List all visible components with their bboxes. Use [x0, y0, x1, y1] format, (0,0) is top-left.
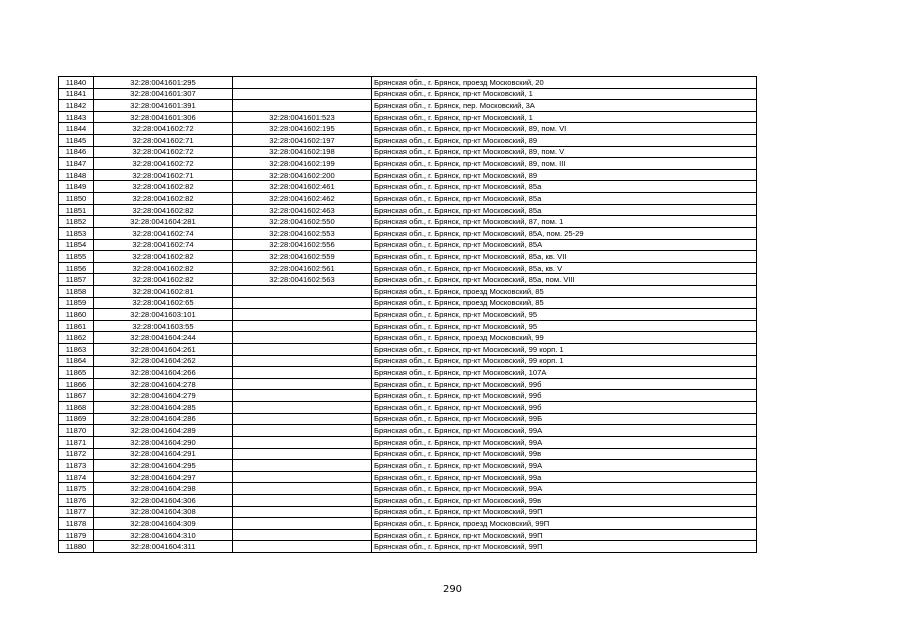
table-row — [59, 390, 757, 402]
address-cell: Брянская обл., г. Брянск, пр-кт Московский, 107А — [372, 367, 757, 379]
table-row — [59, 541, 757, 553]
cadastral-number-cell: 32:28:0041604:290 — [94, 436, 233, 448]
address-cell: Брянская обл., г. Брянск, пр-кт Московский, 87, пом. 1 — [372, 216, 757, 228]
related-cadastral-cell — [233, 344, 372, 356]
address-cell: Брянская обл., г. Брянск, пр-кт Московский, 85а — [372, 181, 757, 193]
related-cadastral-cell — [233, 448, 372, 460]
row-number-cell: 11856 — [59, 262, 94, 274]
address-cell: Брянская обл., г. Брянск, проезд Московский, 20 — [372, 77, 757, 89]
related-cadastral-cell — [233, 471, 372, 483]
cadastral-number-cell: 32:28:0041604:285 — [94, 402, 233, 414]
row-number-cell: 11859 — [59, 297, 94, 309]
row-number-cell: 11847 — [59, 158, 94, 170]
table-row — [59, 111, 757, 123]
row-number-cell: 11843 — [59, 111, 94, 123]
page-number: 290 — [442, 584, 463, 595]
cadastral-number-cell: 32:28:0041604:279 — [94, 390, 233, 402]
address-cell: Брянская обл., г. Брянск, пр-кт Московский, 85а, пом. VIII — [372, 274, 757, 286]
cadastral-number-cell: 32:28:0041604:308 — [94, 506, 233, 518]
related-cadastral-cell: 32:28:0041601:523 — [233, 111, 372, 123]
cadastral-number-cell: 32:28:0041604:306 — [94, 494, 233, 506]
row-number-cell: 11880 — [59, 541, 94, 553]
row-number-cell: 11878 — [59, 518, 94, 530]
row-number-cell: 11850 — [59, 193, 94, 205]
cadastral-number-cell: 32:28:0041602:81 — [94, 285, 233, 297]
row-number-cell: 11855 — [59, 251, 94, 263]
table-row — [59, 309, 757, 321]
related-cadastral-cell — [233, 355, 372, 367]
address-cell: Брянская обл., г. Брянск, пр-кт Московский, 99А — [372, 425, 757, 437]
address-cell: Брянская обл., г. Брянск, пр-кт Московский, 89 — [372, 135, 757, 147]
cadastral-number-cell: 32:28:0041601:307 — [94, 88, 233, 100]
row-number-cell: 11865 — [59, 367, 94, 379]
cadastral-number-cell: 32:28:0041604:266 — [94, 367, 233, 379]
table-row — [59, 158, 757, 170]
table-row — [59, 506, 757, 518]
registry-table — [58, 76, 757, 553]
row-number-cell: 11869 — [59, 413, 94, 425]
table-row — [59, 100, 757, 112]
address-cell: Брянская обл., г. Брянск, пр-кт Московский, 89 — [372, 169, 757, 181]
address-cell: Брянская обл., г. Брянск, пер. Московский, 3А — [372, 100, 757, 112]
address-cell: Брянская обл., г. Брянск, пр-кт Московский, 85а — [372, 204, 757, 216]
cadastral-number-cell: 32:28:0041604:286 — [94, 413, 233, 425]
row-number-cell: 11841 — [59, 88, 94, 100]
row-number-cell: 11872 — [59, 448, 94, 460]
cadastral-number-cell: 32:28:0041603:55 — [94, 320, 233, 332]
related-cadastral-cell: 32:28:0041602:462 — [233, 193, 372, 205]
address-cell: Брянская обл., г. Брянск, пр-кт Московский, 85а, кв. VII — [372, 251, 757, 263]
related-cadastral-cell: 32:28:0041602:553 — [233, 227, 372, 239]
related-cadastral-cell — [233, 436, 372, 448]
row-number-cell: 11857 — [59, 274, 94, 286]
address-cell: Брянская обл., г. Брянск, пр-кт Московский, 99 корп. 1 — [372, 344, 757, 356]
table-row — [59, 274, 757, 286]
address-cell: Брянская обл., г. Брянск, пр-кт Московский, 99А — [372, 483, 757, 495]
address-cell: Брянская обл., г. Брянск, пр-кт Московский, 99П — [372, 506, 757, 518]
related-cadastral-cell — [233, 541, 372, 553]
related-cadastral-cell — [233, 378, 372, 390]
related-cadastral-cell: 32:28:0041602:461 — [233, 181, 372, 193]
row-number-cell: 11875 — [59, 483, 94, 495]
cadastral-number-cell: 32:28:0041604:297 — [94, 471, 233, 483]
cadastral-number-cell: 32:28:0041602:74 — [94, 239, 233, 251]
table-row — [59, 355, 757, 367]
related-cadastral-cell — [233, 77, 372, 89]
address-cell: Брянская обл., г. Брянск, пр-кт Московский, 99б — [372, 402, 757, 414]
cadastral-number-cell: 32:28:0041604:309 — [94, 518, 233, 530]
row-number-cell: 11877 — [59, 506, 94, 518]
related-cadastral-cell: 32:28:0041602:200 — [233, 169, 372, 181]
table-row — [59, 193, 757, 205]
row-number-cell: 11863 — [59, 344, 94, 356]
cadastral-number-cell: 32:28:0041602:72 — [94, 158, 233, 170]
row-number-cell: 11861 — [59, 320, 94, 332]
address-cell: Брянская обл., г. Брянск, пр-кт Московский, 1 — [372, 111, 757, 123]
cadastral-number-cell: 32:28:0041602:72 — [94, 123, 233, 135]
cadastral-number-cell: 32:28:0041602:74 — [94, 227, 233, 239]
table-row — [59, 181, 757, 193]
row-number-cell: 11871 — [59, 436, 94, 448]
row-number-cell: 11868 — [59, 402, 94, 414]
table-row — [59, 344, 757, 356]
table-row — [59, 123, 757, 135]
row-number-cell: 11845 — [59, 135, 94, 147]
table-row — [59, 494, 757, 506]
related-cadastral-cell: 32:28:0041602:561 — [233, 262, 372, 274]
row-number-cell: 11849 — [59, 181, 94, 193]
cadastral-number-cell: 32:28:0041601:306 — [94, 111, 233, 123]
row-number-cell: 11854 — [59, 239, 94, 251]
related-cadastral-cell — [233, 529, 372, 541]
cadastral-number-cell: 32:28:0041601:295 — [94, 77, 233, 89]
table-row — [59, 402, 757, 414]
cadastral-number-cell: 32:28:0041602:72 — [94, 146, 233, 158]
cadastral-number-cell: 32:28:0041603:101 — [94, 309, 233, 321]
table-row — [59, 471, 757, 483]
cadastral-number-cell: 32:28:0041604:278 — [94, 378, 233, 390]
table-row — [59, 483, 757, 495]
row-number-cell: 11860 — [59, 309, 94, 321]
row-number-cell: 11876 — [59, 494, 94, 506]
cadastral-number-cell: 32:28:0041604:244 — [94, 332, 233, 344]
table-row — [59, 239, 757, 251]
address-cell: Брянская обл., г. Брянск, проезд Московский, 85 — [372, 285, 757, 297]
cadastral-number-cell: 32:28:0041604:311 — [94, 541, 233, 553]
cadastral-number-cell: 32:28:0041602:82 — [94, 274, 233, 286]
address-cell: Брянская обл., г. Брянск, пр-кт Московский, 99б — [372, 378, 757, 390]
cadastral-number-cell: 32:28:0041604:261 — [94, 344, 233, 356]
table-row — [59, 518, 757, 530]
address-cell: Брянская обл., г. Брянск, пр-кт Московский, 99в — [372, 448, 757, 460]
address-cell: Брянская обл., г. Брянск, пр-кт Московский, 95 — [372, 320, 757, 332]
row-number-cell: 11864 — [59, 355, 94, 367]
cadastral-number-cell: 32:28:0041604:310 — [94, 529, 233, 541]
row-number-cell: 11842 — [59, 100, 94, 112]
row-number-cell: 11844 — [59, 123, 94, 135]
cadastral-number-cell: 32:28:0041604:295 — [94, 460, 233, 472]
cadastral-number-cell: 32:28:0041604:298 — [94, 483, 233, 495]
row-number-cell: 11879 — [59, 529, 94, 541]
related-cadastral-cell — [233, 483, 372, 495]
address-cell: Брянская обл., г. Брянск, пр-кт Московский, 99А — [372, 460, 757, 472]
address-cell: Брянская обл., г. Брянск, пр-кт Московский, 89, пом. VI — [372, 123, 757, 135]
address-cell: Брянская обл., г. Брянск, пр-кт Московский, 85А, пом. 25-29 — [372, 227, 757, 239]
related-cadastral-cell — [233, 320, 372, 332]
table-row — [59, 262, 757, 274]
table-row — [59, 285, 757, 297]
related-cadastral-cell — [233, 332, 372, 344]
row-number-cell: 11866 — [59, 378, 94, 390]
related-cadastral-cell: 32:28:0041602:559 — [233, 251, 372, 263]
address-cell: Брянская обл., г. Брянск, пр-кт Московский, 89, пом. III — [372, 158, 757, 170]
row-number-cell: 11862 — [59, 332, 94, 344]
related-cadastral-cell — [233, 425, 372, 437]
related-cadastral-cell — [233, 518, 372, 530]
related-cadastral-cell — [233, 390, 372, 402]
related-cadastral-cell — [233, 285, 372, 297]
related-cadastral-cell: 32:28:0041602:550 — [233, 216, 372, 228]
table-row — [59, 169, 757, 181]
related-cadastral-cell — [233, 100, 372, 112]
related-cadastral-cell — [233, 402, 372, 414]
related-cadastral-cell: 32:28:0041602:556 — [233, 239, 372, 251]
row-number-cell: 11858 — [59, 285, 94, 297]
row-number-cell: 11851 — [59, 204, 94, 216]
table-row — [59, 332, 757, 344]
row-number-cell: 11853 — [59, 227, 94, 239]
registry-table-body — [59, 77, 757, 553]
address-cell: Брянская обл., г. Брянск, пр-кт Московский, 99 корп. 1 — [372, 355, 757, 367]
address-cell: Брянская обл., г. Брянск, пр-кт Московский, 99а — [372, 471, 757, 483]
table-row — [59, 227, 757, 239]
cadastral-number-cell: 32:28:0041604:289 — [94, 425, 233, 437]
address-cell: Брянская обл., г. Брянск, пр-кт Московский, 89, пом. V — [372, 146, 757, 158]
related-cadastral-cell: 32:28:0041602:195 — [233, 123, 372, 135]
cadastral-number-cell: 32:28:0041602:82 — [94, 204, 233, 216]
related-cadastral-cell — [233, 506, 372, 518]
address-cell: Брянская обл., г. Брянск, пр-кт Московский, 99П — [372, 541, 757, 553]
cadastral-number-cell: 32:28:0041601:391 — [94, 100, 233, 112]
address-cell: Брянская обл., г. Брянск, пр-кт Московский, 99б — [372, 390, 757, 402]
address-cell: Брянская обл., г. Брянск, пр-кт Московский, 99А — [372, 436, 757, 448]
row-number-cell: 11870 — [59, 425, 94, 437]
address-cell: Брянская обл., г. Брянск, пр-кт Московский, 99П — [372, 529, 757, 541]
row-number-cell: 11840 — [59, 77, 94, 89]
related-cadastral-cell — [233, 367, 372, 379]
related-cadastral-cell — [233, 88, 372, 100]
cadastral-number-cell: 32:28:0041602:71 — [94, 169, 233, 181]
cadastral-number-cell: 32:28:0041602:82 — [94, 181, 233, 193]
address-cell: Брянская обл., г. Брянск, проезд Московский, 85 — [372, 297, 757, 309]
related-cadastral-cell — [233, 460, 372, 472]
cadastral-number-cell: 32:28:0041602:82 — [94, 251, 233, 263]
related-cadastral-cell: 32:28:0041602:199 — [233, 158, 372, 170]
row-number-cell: 11867 — [59, 390, 94, 402]
related-cadastral-cell: 32:28:0041602:563 — [233, 274, 372, 286]
address-cell: Брянская обл., г. Брянск, пр-кт Московский, 85а, кв. V — [372, 262, 757, 274]
table-row — [59, 425, 757, 437]
cadastral-number-cell: 32:28:0041602:82 — [94, 262, 233, 274]
table-row — [59, 448, 757, 460]
row-number-cell: 11848 — [59, 169, 94, 181]
address-cell: Брянская обл., г. Брянск, пр-кт Московский, 85а — [372, 193, 757, 205]
table-row — [59, 413, 757, 425]
related-cadastral-cell — [233, 309, 372, 321]
address-cell: Брянская обл., г. Брянск, пр-кт Московский, 99в — [372, 494, 757, 506]
related-cadastral-cell: 32:28:0041602:197 — [233, 135, 372, 147]
table-row — [59, 88, 757, 100]
cadastral-number-cell: 32:28:0041602:71 — [94, 135, 233, 147]
related-cadastral-cell — [233, 413, 372, 425]
cadastral-number-cell: 32:28:0041602:82 — [94, 193, 233, 205]
table-row — [59, 460, 757, 472]
cadastral-number-cell: 32:28:0041604:281 — [94, 216, 233, 228]
address-cell: Брянская обл., г. Брянск, пр-кт Московский, 99Б — [372, 413, 757, 425]
table-row — [59, 436, 757, 448]
address-cell: Брянская обл., г. Брянск, проезд Московский, 99П — [372, 518, 757, 530]
related-cadastral-cell: 32:28:0041602:463 — [233, 204, 372, 216]
table-row — [59, 204, 757, 216]
table-row — [59, 146, 757, 158]
address-cell: Брянская обл., г. Брянск, проезд Московский, 99 — [372, 332, 757, 344]
table-row — [59, 378, 757, 390]
cadastral-number-cell: 32:28:0041604:262 — [94, 355, 233, 367]
related-cadastral-cell — [233, 297, 372, 309]
row-number-cell: 11852 — [59, 216, 94, 228]
table-row — [59, 77, 757, 89]
table-row — [59, 216, 757, 228]
address-cell: Брянская обл., г. Брянск, пр-кт Московский, 95 — [372, 309, 757, 321]
related-cadastral-cell — [233, 494, 372, 506]
table-row — [59, 367, 757, 379]
table-row — [59, 529, 757, 541]
table-row — [59, 320, 757, 332]
table-row — [59, 135, 757, 147]
row-number-cell: 11846 — [59, 146, 94, 158]
address-cell: Брянская обл., г. Брянск, пр-кт Московский, 1 — [372, 88, 757, 100]
table-row — [59, 251, 757, 263]
cadastral-number-cell: 32:28:0041604:291 — [94, 448, 233, 460]
cadastral-number-cell: 32:28:0041602:65 — [94, 297, 233, 309]
address-cell: Брянская обл., г. Брянск, пр-кт Московский, 85А — [372, 239, 757, 251]
related-cadastral-cell: 32:28:0041602:198 — [233, 146, 372, 158]
row-number-cell: 11873 — [59, 460, 94, 472]
table-row — [59, 297, 757, 309]
row-number-cell: 11874 — [59, 471, 94, 483]
